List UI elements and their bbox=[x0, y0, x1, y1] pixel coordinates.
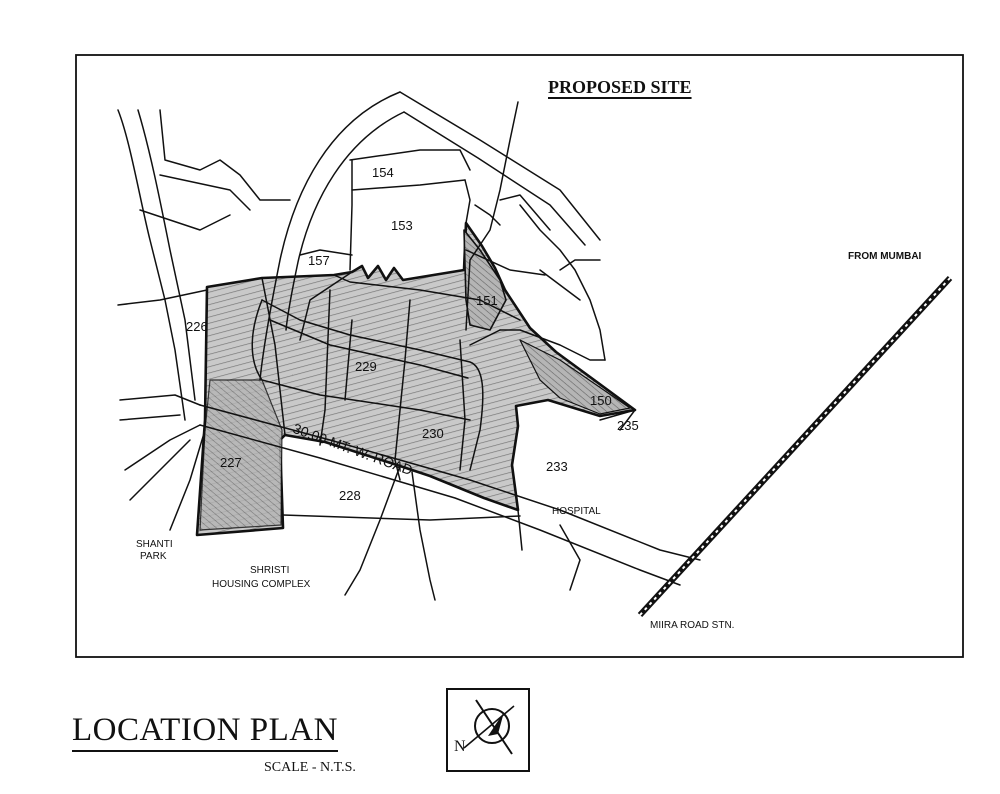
north-label: N bbox=[454, 738, 466, 755]
railway-line bbox=[640, 278, 950, 615]
hospital-label: HOSPITAL bbox=[552, 506, 601, 517]
station-label: MIIRA ROAD STN. bbox=[650, 620, 735, 631]
plot-label: 235 bbox=[617, 418, 639, 433]
proposed-site-label: PROPOSED SITE bbox=[548, 77, 692, 97]
from-mumbai-label: FROM MUMBAI bbox=[848, 251, 922, 262]
scale-label: SCALE - N.T.S. bbox=[264, 760, 356, 775]
plot-label: 226 bbox=[186, 319, 208, 334]
shristi-label: HOUSING COMPLEX bbox=[212, 579, 311, 590]
compass-icon bbox=[448, 690, 528, 770]
plot-label: 228 bbox=[339, 488, 361, 503]
plot-label: 233 bbox=[546, 459, 568, 474]
road-label: 30.00 MT. W. ROAD bbox=[290, 420, 415, 479]
shanti-park-label: PARK bbox=[140, 551, 167, 562]
plot-label: 157 bbox=[308, 253, 330, 268]
plot-label: 154 bbox=[372, 165, 394, 180]
plot-label: 150 bbox=[590, 393, 612, 408]
proposed-site-area bbox=[197, 223, 635, 535]
plot-label: 151 bbox=[476, 293, 498, 308]
shristi-label: SHRISTI bbox=[250, 565, 290, 576]
plot-label: 153 bbox=[391, 218, 413, 233]
north-arrow bbox=[446, 688, 530, 772]
plot-label: 230 bbox=[422, 426, 444, 441]
plot-label: 229 bbox=[355, 359, 377, 374]
shanti-park-label: SHANTI bbox=[136, 539, 173, 550]
map-title: LOCATION PLAN bbox=[72, 712, 338, 752]
plot-label: 227 bbox=[220, 455, 242, 470]
